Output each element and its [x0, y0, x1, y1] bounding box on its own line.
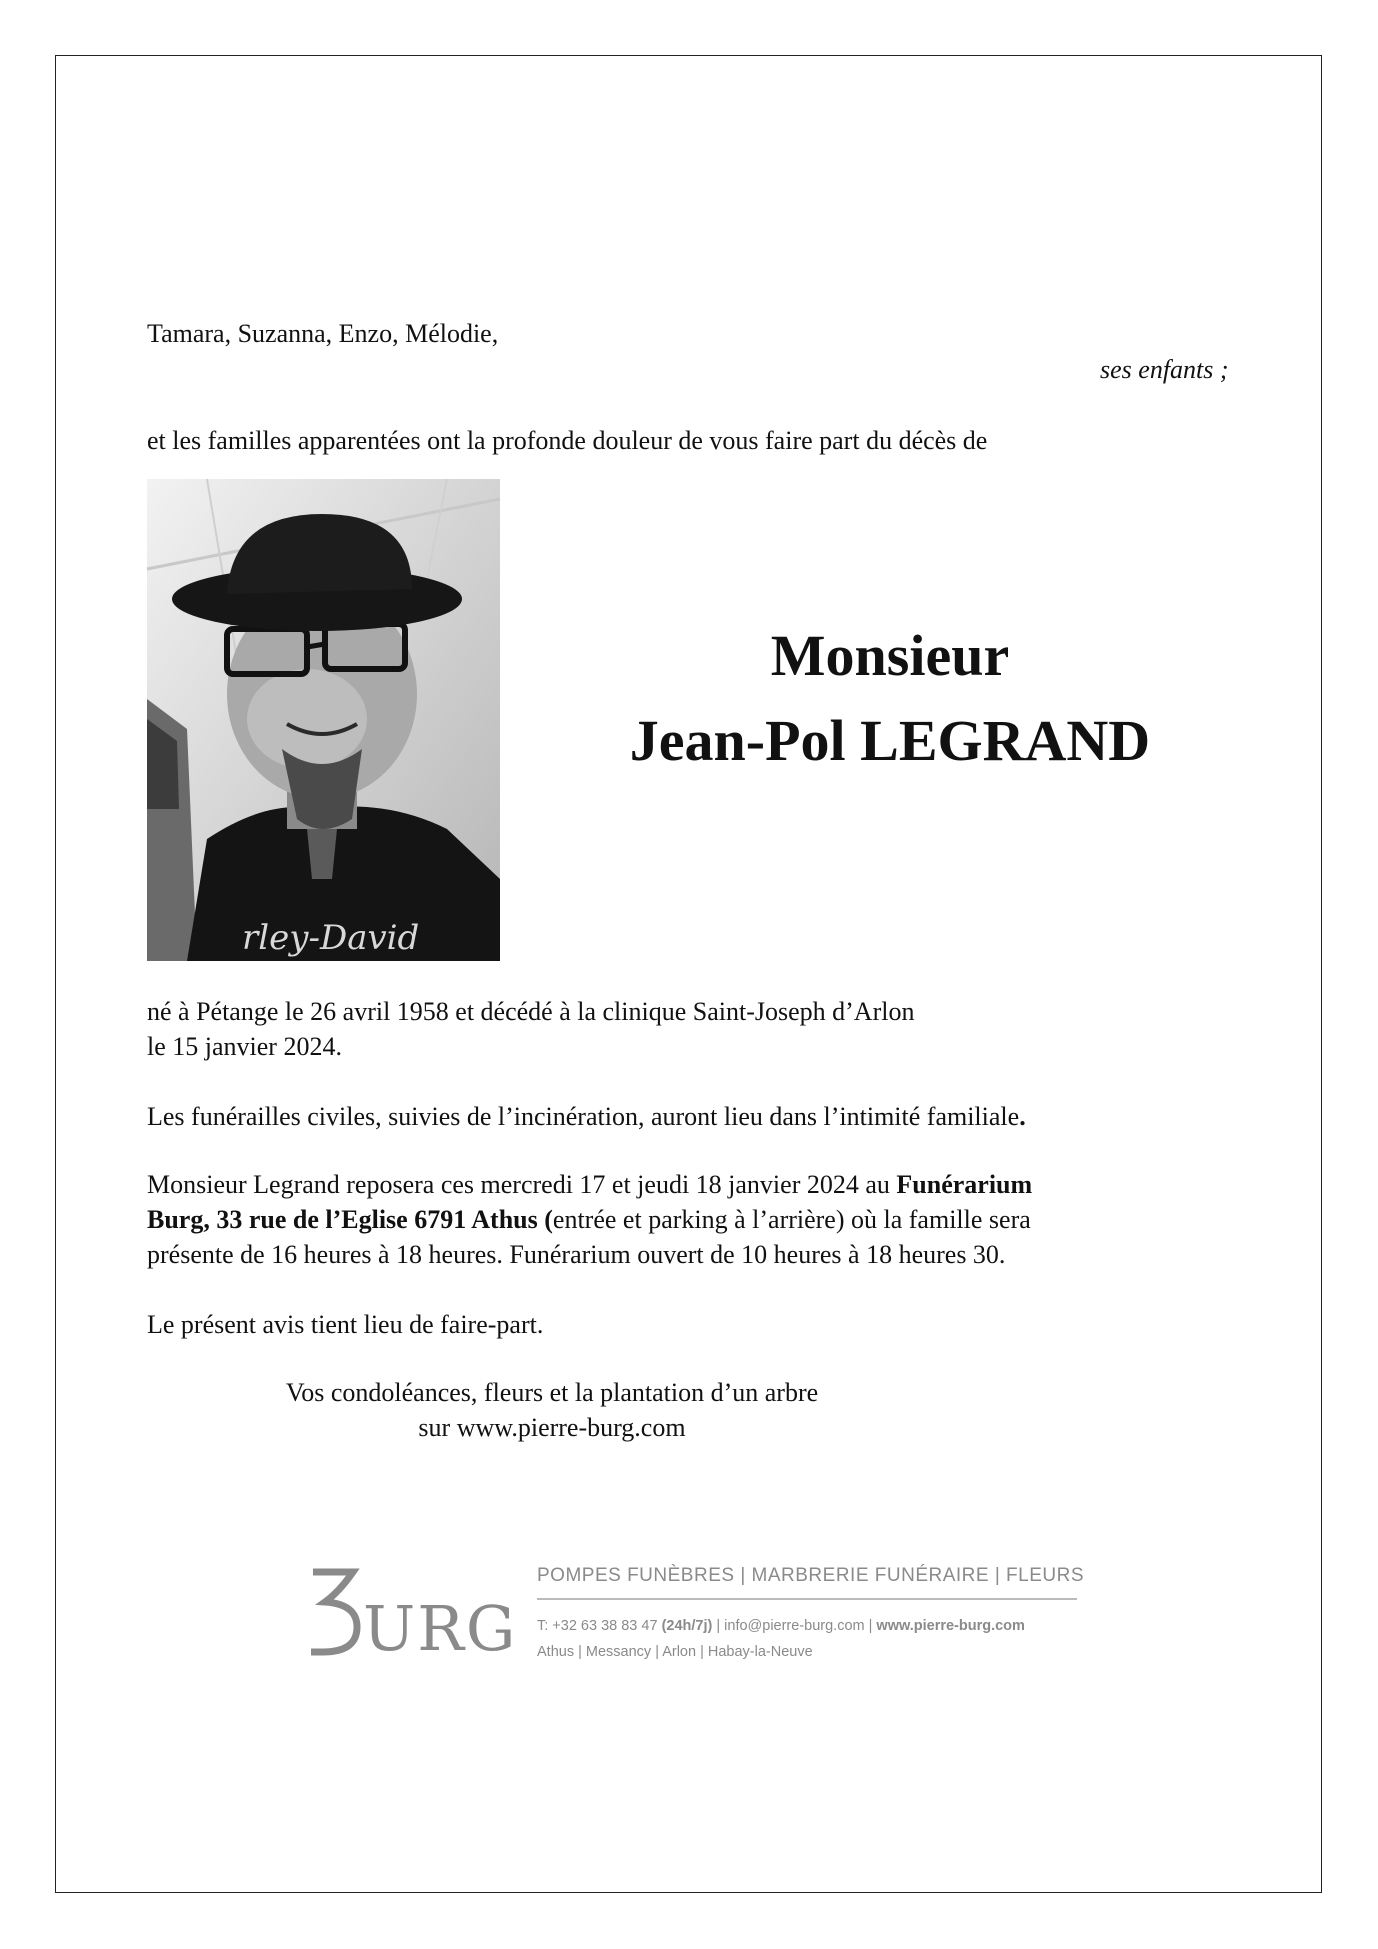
burg-logo — [305, 1562, 518, 1665]
deceased-name: Jean-Pol LEGRAND — [629, 708, 1151, 773]
viewing-line-3: présente de 16 heures à 18 heures. Funérarium ouvert de 10 heures à 18 heures 30. — [147, 1240, 1006, 1269]
footer-services: POMPES FUNÈBRES | MARBRERIE FUNÉRAIRE | FLEURS — [537, 1565, 1085, 1586]
birth-death-line-1: né à Pétange le 26 avril 1958 et décédé à la clinique Saint-Joseph d’Arlon — [147, 997, 915, 1026]
condolences-line-1: Vos condoléances, fleurs et la plantation d’un arbre — [285, 1378, 819, 1407]
children-role: ses enfants ; — [1100, 355, 1229, 384]
children-names: Tamara, Suzanna, Enzo, Mélodie, — [147, 319, 499, 348]
condolences-line-2: sur www.pierre-burg.com — [418, 1413, 686, 1442]
footer-contact: T: +32 63 38 83 47 (24h/7j) | info@pierre-burg.com | www.pierre-burg.com — [537, 1618, 1025, 1634]
honorific: Monsieur — [770, 623, 1010, 688]
viewing-line-1: Monsieur Legrand reposera ces mercredi 17 et jeudi 18 janvier 2024 au Funérarium — [147, 1170, 1033, 1199]
portrait-photo — [147, 479, 500, 961]
footer-divider — [537, 1598, 1077, 1600]
footer-locations: Athus | Messancy | Arlon | Habay-la-Neuve — [537, 1644, 813, 1660]
viewing-line-2: Burg, 33 rue de l’Eglise 6791 Athus (entrée et parking à l’arrière) où la famille sera — [147, 1205, 1031, 1234]
notice-text: Le présent avis tient lieu de faire-part. — [147, 1310, 544, 1339]
svg-text:URG: URG — [363, 1592, 518, 1665]
announcement-text: et les familles apparentées ont la profonde douleur de vous faire part du décès de — [147, 426, 988, 455]
svg-text:rley-David: rley-David — [242, 918, 420, 958]
funeral-text: Les funérailles civiles, suivies de l’incinération, auront lieu dans l’intimité familiale. — [147, 1102, 1026, 1131]
birth-death-line-2: le 15 janvier 2024. — [147, 1032, 342, 1061]
